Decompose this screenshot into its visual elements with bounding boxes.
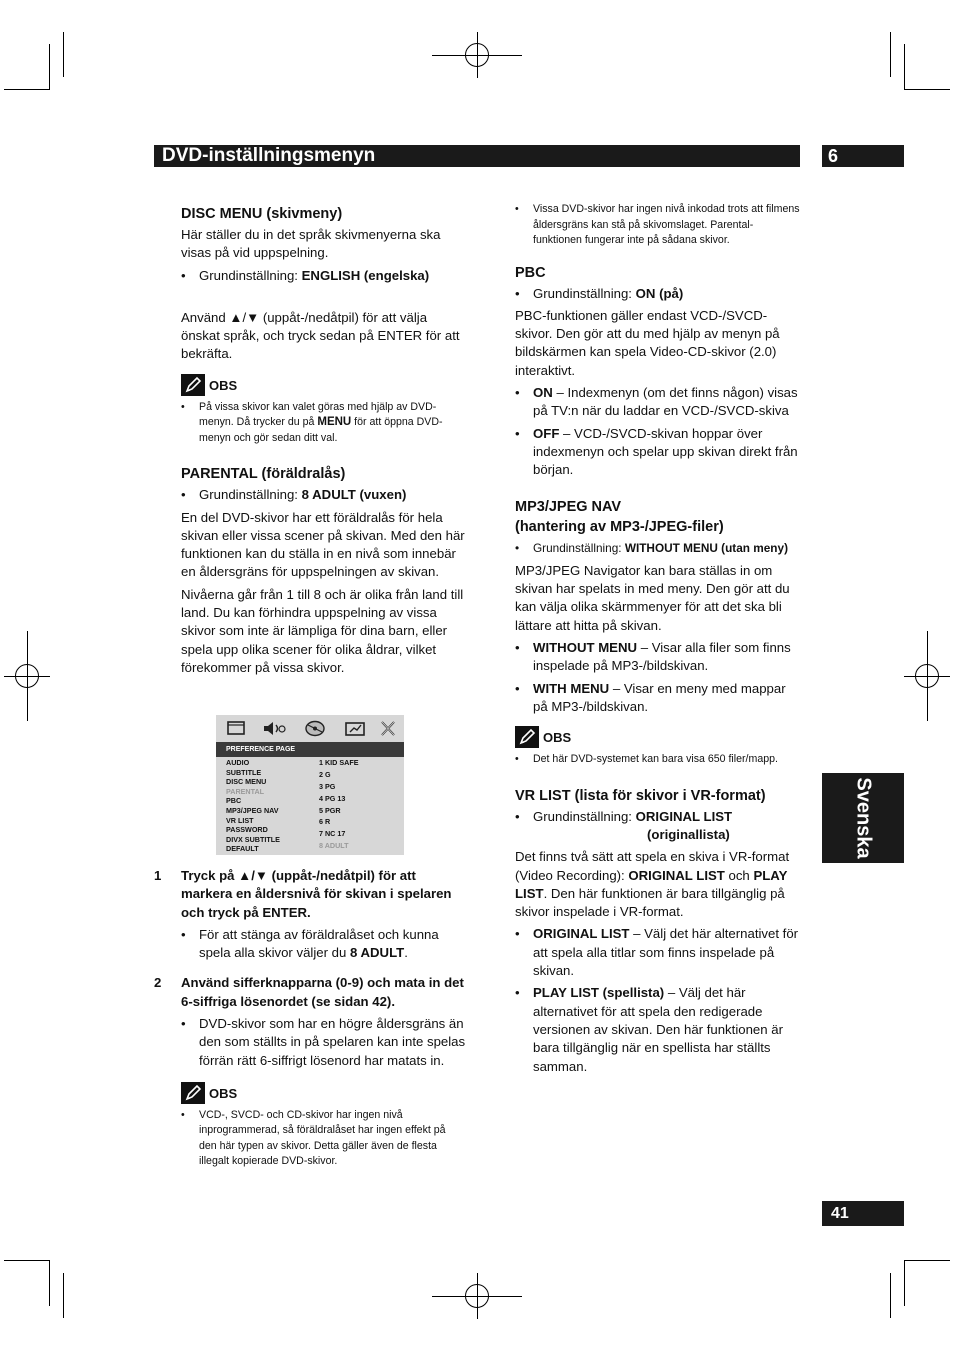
- note-pencil-icon: [181, 1082, 205, 1104]
- disc-menu-default: • Grundinställning: ENGLISH (engelska): [181, 267, 466, 285]
- menu-item: SUBTITLE: [226, 767, 262, 777]
- menu-option: 5 PGR: [319, 805, 341, 815]
- menu-option: 1 KID SAFE: [319, 758, 359, 767]
- parental-para-2: Nivåerna går från 1 till 8 och är olika från land till land. Du kan förhindra uppspelning av vissa skivor som inte är lämpliga för dina barn, eller spela upp olika scener för olika åldrar, vilket förekommer på vissa skivor.: [181, 586, 464, 675]
- menu-option: 7 NC 17: [319, 829, 346, 839]
- step-2-sub: • DVD-skivor som har en högre åldersgräns än den som ställts in på spelaren kan inte spelas förrän rätt 6-siffrigt lösenord har matats in.: [154, 1015, 466, 1070]
- general-setup-icon: [226, 720, 246, 737]
- mp3-subheading: (hantering av MP3-/JPEG-filer): [515, 519, 724, 536]
- page-title: DVD-inställningsmenyn: [162, 145, 376, 166]
- mp3-without-menu: • WITHOUT MENU – Visar alla filer som finns inspelade på MP3-/bildskivan.: [515, 639, 800, 676]
- menu-item: VR LIST: [226, 815, 254, 825]
- parental-default: • Grundinställning: 8 ADULT (vuxen): [181, 486, 466, 504]
- obs-label: OBS: [543, 730, 572, 746]
- preference-menu-screenshot: [216, 715, 404, 855]
- mp3-para: MP3/JPEG Navigator kan bara ställas in om skivan har spelats in med meny. Den gör att du kan välja olika skärmmenyer för att det ska bli lättare att hitta på skivan.: [515, 562, 790, 633]
- disc-menu-heading: DISC MENU (skivmeny): [181, 206, 343, 222]
- menu-option: 6 R: [319, 817, 331, 827]
- step-1: 1 Tryck på ▲/▼ (uppåt-/nedåtpil) för att markera en åldersnivå för skivan i spelaren och tryck på ENTER.: [154, 868, 452, 920]
- vr-original-list: • ORIGINAL LIST – Välj det här alternativet för att spela alla titlar som finns inspelade på skivan.: [515, 925, 800, 980]
- obs-note-3: [515, 726, 800, 750]
- right-column: [515, 202, 800, 1080]
- vr-play-list: • PLAY LIST (spellista) – Välj det här alternativet för att spela den redigerade versionen av skivan. Den här funktionen är bara tillgänglig när en spellista har ställts samman.: [515, 984, 800, 1075]
- vr-list-heading: VR LIST (lista för skivor i VR-format): [515, 787, 766, 804]
- mp3-with-menu: • WITH MENU – Visar en meny med mappar på MP3-/bildskivan.: [515, 680, 800, 717]
- section-header: [154, 145, 800, 167]
- left-column-bottom: [154, 867, 466, 1174]
- note-pencil-icon: [515, 726, 539, 748]
- language-tab-label: Svenska: [852, 777, 875, 859]
- menu-left-list: [226, 758, 280, 854]
- parental-para-1: En del DVD-skivor har ett föräldralås för hela skivan eller vissa scener på skivan. Med den här funktionen kan du ställa in en nivå som innebär en åldersgräns för uppspelningen av skivan.: [181, 509, 465, 580]
- obs-label: OBS: [209, 377, 238, 393]
- step-1-sub: • För att stänga av föräldralåset och kunna spela alla skivor väljer du 8 ADULT.: [154, 926, 466, 963]
- left-column-top: [181, 204, 466, 681]
- menu-option: 4 PG 13: [319, 793, 346, 803]
- page-number: 41: [831, 1205, 849, 1222]
- menu-icon-bar: [216, 715, 404, 742]
- menu-item: DEFAULT: [226, 844, 259, 854]
- obs-label: OBS: [209, 1085, 238, 1101]
- pbc-off: • OFF – VCD-/SVCD-skivan hoppar över indexmenyn och spelar upp skivan direkt från början.: [515, 425, 800, 480]
- chapter-number: 6: [828, 146, 839, 166]
- disc-menu-intro: Här ställer du in det språk skivmenyerna ska visas på vid uppspelning.: [181, 227, 441, 261]
- parental-heading: PARENTAL (föräldralås): [181, 466, 346, 483]
- menu-item: DISC MENU: [226, 777, 267, 787]
- obs-note-1: [181, 374, 466, 398]
- exit-setup-icon: [378, 720, 398, 737]
- pbc-on: • ON – Indexmenyn (om det finns någon) visas på TV:n när du laddar en VCD-/SVCD-skiva: [515, 384, 800, 421]
- mp3-heading: MP3/JPEG NAV: [515, 499, 622, 516]
- menu-right-list: [319, 758, 359, 853]
- obs-note-3-text: • Det här DVD-systemet kan bara visa 650 filer/mapp.: [515, 752, 800, 768]
- vr-list-para: Det finns två sätt att spela en skiva i VR-format (Video Recording): ORIGINAL LIST och PLAY LIST. Den här funktionen är bara tillgänglig på skivor inspelade i VR-format.: [515, 849, 790, 920]
- menu-option-selected: 8 ADULT: [319, 841, 349, 851]
- menu-item: PBC: [226, 796, 242, 806]
- obs-note-2: [154, 1082, 466, 1170]
- menu-option: 3 PG: [319, 781, 336, 791]
- mp3-default: • Grundinställning: WITHOUT MENU (utan meny): [515, 539, 800, 557]
- step-2: 2 Använd sifferknapparna (0-9) och mata in det 6-siffriga lösenordet (se sidan 42).: [154, 975, 464, 1009]
- audio-setup-icon: [262, 720, 282, 737]
- disc-preference-icon: [304, 720, 324, 737]
- parental-note: • Vissa DVD-skivor har ingen nivå inkodad trots att filmens åldersgräns kan stå på skivomslaget. Parental-funktionen fungerar inte på sådana skivor.: [515, 202, 800, 249]
- page-number-box: [822, 1201, 904, 1226]
- note-pencil-icon: [181, 374, 205, 396]
- language-tab: [822, 773, 904, 863]
- menu-header: PREFERENCE PAGE: [216, 742, 404, 757]
- pbc-para: PBC-funktionen gäller endast VCD-/SVCD-skivor. Den gör att du med hjälp av menyn på bildskärmen kan spela Video-CD-skivor (2.0) interaktivt.: [515, 307, 780, 378]
- pbc-default: • Grundinställning: ON (på): [515, 285, 800, 303]
- disc-menu-instruction: Använd ▲/▼ (uppåt-/nedåtpil) för att välja önskat språk, och tryck sedan på ENTER för att bekräfta.: [181, 309, 460, 362]
- vr-list-default: • Grundinställning: ORIGINAL LIST (originallista): [515, 808, 800, 845]
- obs-note-2-text: • VCD-, SVCD- och CD-skivor har ingen nivå inprogrammerad, så föräldralåset har ingen effekt på den här typen av skivor. Detta gäller även de flesta illegalt kopierade DVD-skivor.: [181, 1108, 466, 1170]
- menu-item: MP3/JPEG NAV: [226, 805, 279, 815]
- menu-item: PASSWORD: [226, 825, 268, 835]
- menu-item: AUDIO: [226, 758, 250, 767]
- menu-item-selected: PARENTAL: [226, 786, 265, 796]
- menu-item: DIVX SUBTITLE: [226, 834, 280, 844]
- menu-option: 2 G: [319, 769, 331, 779]
- video-setup-icon: [344, 720, 364, 737]
- pbc-heading: PBC: [515, 264, 546, 281]
- chapter-box: [822, 145, 904, 167]
- obs-note-1-text: • På vissa skivor kan valet göras med hjälp av DVD-menyn. Då trycker du på MENU för att öppna DVD-menyn och gör sedan ditt val.: [181, 400, 466, 447]
